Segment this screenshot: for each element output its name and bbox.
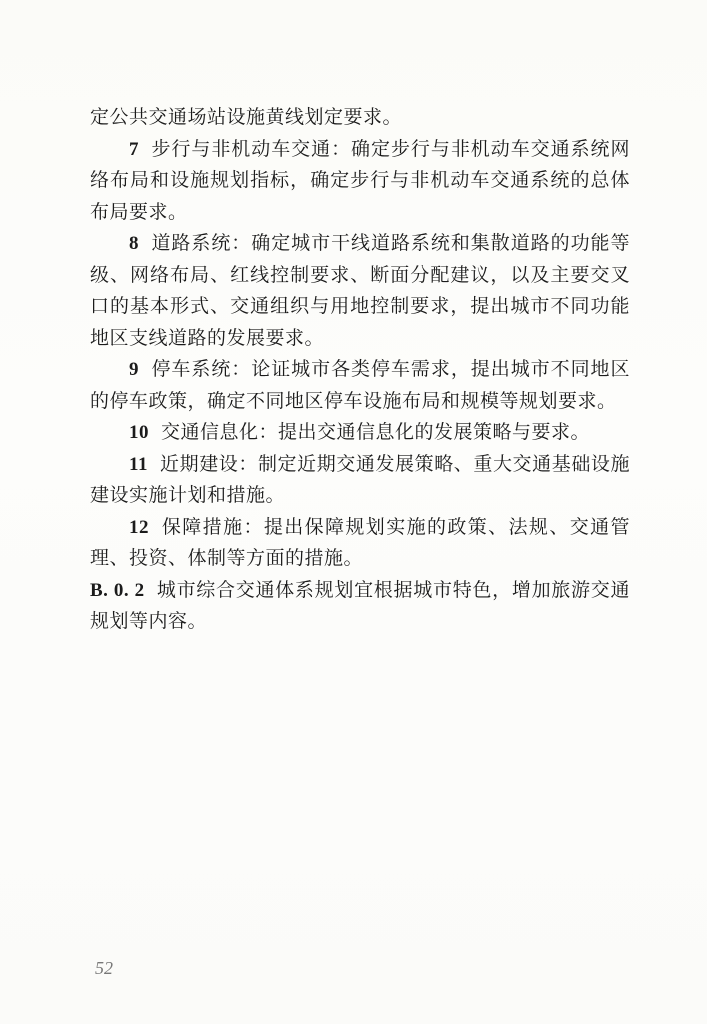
item-text: 保障措施：提出保障规划实施的政策、法规、交通管理、投资、体制等方面的措施。 xyxy=(90,515,630,569)
item-7 xyxy=(90,134,630,229)
item-number: 12 xyxy=(129,516,149,538)
item-number: 11 xyxy=(129,453,148,475)
item-number: 9 xyxy=(129,359,139,380)
item-text: 交通信息化：提出交通信息化的发展策略与要求。 xyxy=(161,421,591,443)
item-text: 停车系统：论证城市各类停车需求，提出城市不同地区的停车政策，确定不同地区停车设施布局和规模等规划要求。 xyxy=(90,358,630,412)
clause-b-0-2 xyxy=(90,575,630,638)
item-number: 7 xyxy=(129,138,139,160)
clause-number: B. 0. 2 xyxy=(90,579,145,601)
item-10 xyxy=(90,417,630,449)
item-9 xyxy=(90,354,630,417)
page-number: 52 xyxy=(95,958,113,978)
item-11 xyxy=(90,449,630,512)
item-12 xyxy=(90,512,630,575)
item-number: 8 xyxy=(129,233,139,254)
paragraph-continuation xyxy=(90,102,630,134)
body-text xyxy=(90,102,630,638)
item-number: 10 xyxy=(129,422,149,443)
item-8 xyxy=(90,228,630,354)
paragraph-text: 定公共交通场站设施黄线划定要求。 xyxy=(90,106,403,128)
item-text: 近期建设：制定近期交通发展策略、重大交通基础设施建设实施计划和措施。 xyxy=(90,452,630,506)
item-text: 道路系统：确定城市干线道路系统和集散道路的功能等级、网络布局、红线控制要求、断面分配建议，以及主要交叉口的基本形式、交通组织与用地控制要求，提出城市不同功能地区支线道路的发展要求。 xyxy=(90,232,630,349)
clause-text: 城市综合交通体系规划宜根据城市特色，增加旅游交通规划等内容。 xyxy=(90,578,630,632)
item-text: 步行与非机动车交通：确定步行与非机动车交通系统网络布局和设施规划指标，确定步行与非机动车交通系统的总体布局要求。 xyxy=(90,137,630,223)
